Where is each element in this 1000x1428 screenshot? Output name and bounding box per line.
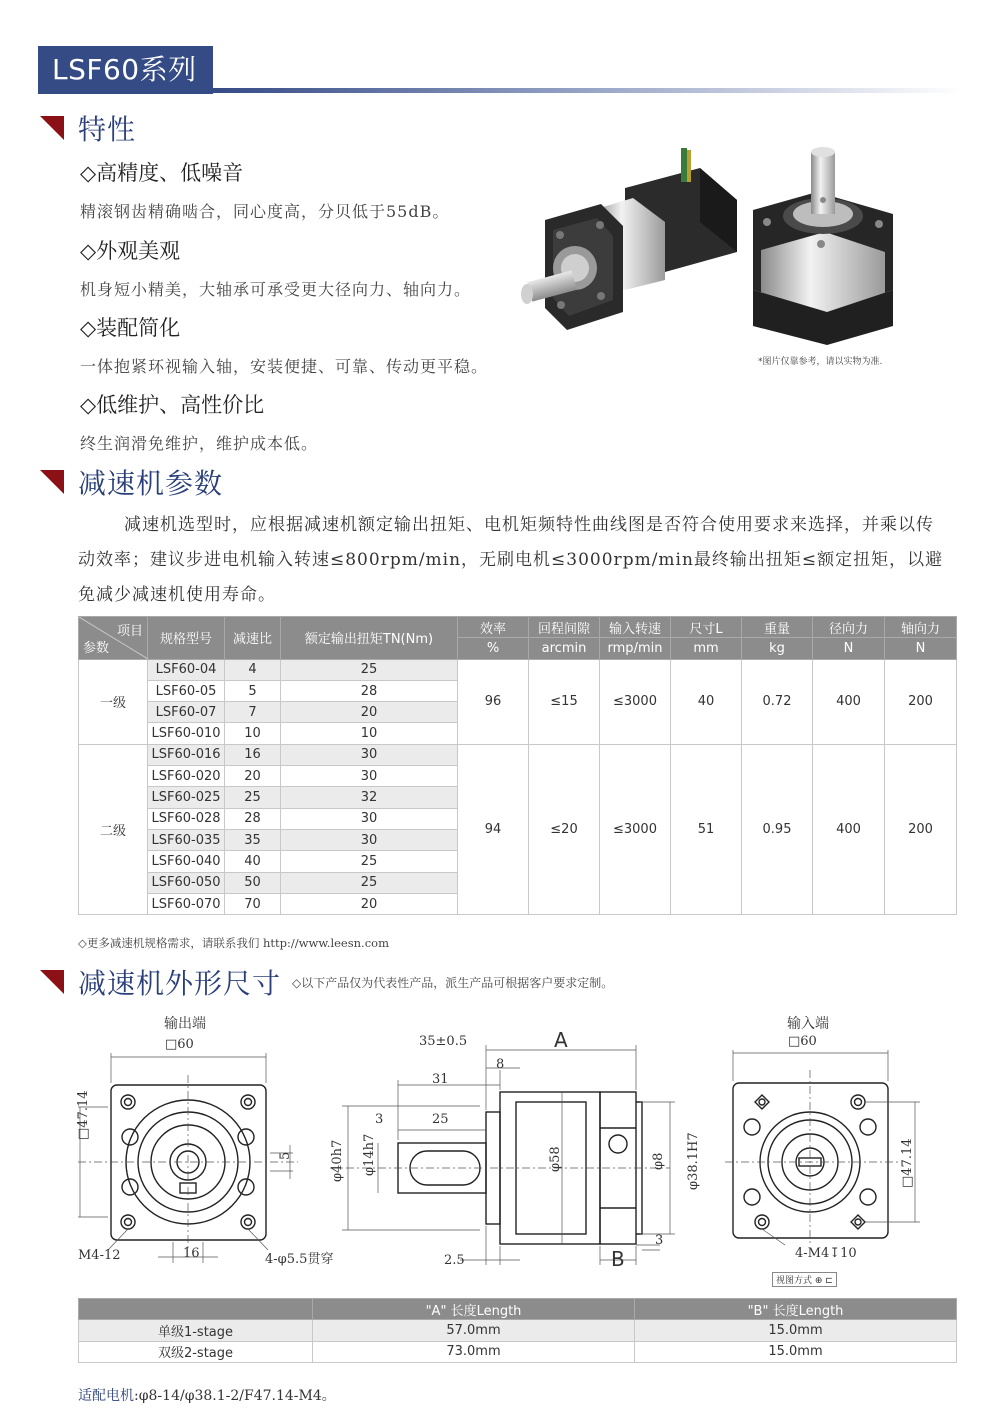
- spec-table: [78, 616, 957, 915]
- col-unit: N: [813, 638, 885, 659]
- length-table-corner: [79, 1299, 313, 1320]
- col-header: 尺寸L: [671, 617, 742, 638]
- gearbox-front-view: [753, 147, 893, 345]
- left-16-dim: 16: [183, 1246, 200, 1261]
- model-cell: LSF60-070: [148, 893, 225, 914]
- params-title: 减速机参数: [78, 467, 224, 500]
- efficiency-cell: 96: [458, 659, 529, 744]
- mid-38-dim: φ38.1H7: [686, 1132, 701, 1190]
- model-cell: LSF60-025: [148, 787, 225, 808]
- feature-heading: ◇外观美观: [80, 239, 181, 263]
- mid-B-label: B: [611, 1247, 625, 1271]
- mid-35-dim: 35±0.5: [419, 1034, 468, 1049]
- speed-cell: ≤3000: [600, 744, 671, 914]
- model-cell: LSF60-050: [148, 872, 225, 893]
- weight-cell: 0.95: [742, 744, 813, 914]
- table-row: [79, 744, 957, 765]
- mid-8-dim: 8: [496, 1057, 505, 1072]
- model-cell: LSF60-040: [148, 851, 225, 872]
- efficiency-cell: 94: [458, 744, 529, 914]
- stage-cell: 一级: [79, 659, 148, 744]
- ratio-cell: 35: [225, 829, 281, 850]
- section-marker-icon: [40, 116, 64, 140]
- length-a-cell: 57.0mm: [313, 1320, 635, 1341]
- axial-cell: 200: [885, 744, 957, 914]
- col-unit: rmp/min: [600, 638, 671, 659]
- ratio-cell: 28: [225, 808, 281, 829]
- col-ratio-header: 减速比: [225, 617, 281, 660]
- length-a-cell: 73.0mm: [313, 1341, 635, 1362]
- torque-cell: 25: [281, 659, 458, 680]
- input-end-drawing: [725, 1045, 925, 1250]
- more-specs-note: ◇更多减速机规格需求，请联系我们 http://www.leesn.com: [78, 936, 389, 950]
- mid-A-label: A: [554, 1028, 568, 1052]
- ratio-cell: 10: [225, 723, 281, 744]
- col-header: 输入转速: [600, 617, 671, 638]
- outline-title: 减速机外形尺寸: [78, 967, 282, 1000]
- length-cell: 51: [671, 744, 742, 914]
- torque-cell: 10: [281, 723, 458, 744]
- col-unit: kg: [742, 638, 813, 659]
- intro-text: 减速机选型时，应根据减速机额定输出扭矩、电机矩频特性曲线图是否符合使用要求来选择，并乘以传动效率；建议步进电机输入转速≤800rpm/min，无刷电机≤3000rpm/min最终输出扭矩≤额定扭矩，以避免减少减速机使用寿命。: [78, 515, 944, 605]
- mid-3b-dim: 3: [655, 1233, 664, 1248]
- col-header: 回程间隙: [529, 617, 600, 638]
- motor-value: :φ8-14/φ38.1-2/F47.14-M4。: [134, 1388, 336, 1404]
- output-end-drawing: [78, 1045, 338, 1275]
- mid-25-dim: 25: [432, 1112, 449, 1127]
- corner-bottom: 参数: [83, 640, 110, 656]
- torque-cell: 30: [281, 744, 458, 765]
- mid-31-dim: 31: [432, 1072, 449, 1087]
- torque-cell: 20: [281, 893, 458, 914]
- col-header: 轴向力: [885, 617, 957, 638]
- section-marker-icon: [40, 470, 64, 494]
- torque-cell: 30: [281, 808, 458, 829]
- series-title: LSF60系列: [38, 46, 213, 94]
- left-m4-dim: M4-12: [78, 1248, 121, 1263]
- model-cell: LSF60-04: [148, 659, 225, 680]
- feature-heading: ◇低维护、高性价比: [80, 393, 265, 417]
- mid-3-dim: 3: [375, 1112, 384, 1127]
- col-unit: N: [885, 638, 957, 659]
- feature-heading: ◇高精度、低噪音: [80, 161, 244, 185]
- model-cell: LSF60-010: [148, 723, 225, 744]
- torque-cell: 30: [281, 766, 458, 787]
- weight-cell: 0.72: [742, 659, 813, 744]
- axial-cell: 200: [885, 659, 957, 744]
- motor-label: 适配电机: [78, 1388, 134, 1404]
- left-side-dim: □47.14: [76, 1090, 91, 1140]
- torque-cell: 32: [281, 787, 458, 808]
- col-unit: mm: [671, 638, 742, 659]
- left-square-dim: □60: [165, 1037, 194, 1052]
- feature-text: 机身短小精美，大轴承可承受更大径向力、轴向力。: [80, 280, 472, 299]
- model-cell: LSF60-05: [148, 680, 225, 701]
- ratio-cell: 5: [225, 680, 281, 701]
- col-unit: %: [458, 638, 529, 659]
- col-header: 重量: [742, 617, 813, 638]
- stage-cell: 双级2-stage: [79, 1341, 313, 1362]
- table-row: [79, 1341, 957, 1362]
- input-end-label: 输入端: [787, 1016, 829, 1032]
- section-marker-icon: [40, 970, 64, 994]
- col-header: 效率: [458, 617, 529, 638]
- length-b-cell: 15.0mm: [635, 1320, 957, 1341]
- torque-cell: 25: [281, 872, 458, 893]
- outline-note: ◇以下产品仅为代表性产品，派生产品可根据客户要求定制。: [292, 976, 614, 990]
- length-a-header: "A" 长度Length: [313, 1299, 635, 1320]
- projection-symbol-icon: ⊕ ⊏: [814, 1276, 833, 1286]
- length-b-header: "B" 长度Length: [635, 1299, 957, 1320]
- feature-text: 精滚钢齿精确啮合，同心度高，分贝低于55dB。: [80, 202, 450, 221]
- torque-cell: 25: [281, 851, 458, 872]
- right-square-dim: □60: [788, 1034, 817, 1049]
- view-method-box: [772, 1272, 837, 1287]
- table-row: [79, 1320, 957, 1341]
- model-cell: LSF60-07: [148, 702, 225, 723]
- right-side-dim: □47.14: [900, 1138, 915, 1188]
- ratio-cell: 70: [225, 893, 281, 914]
- motor-line: [78, 1385, 336, 1405]
- torque-cell: 28: [281, 680, 458, 701]
- table-row: [79, 659, 957, 680]
- output-end-label: 输出端: [164, 1016, 206, 1032]
- radial-cell: 400: [813, 659, 885, 744]
- corner-header: [79, 617, 148, 660]
- mid-40-dim: φ40h7: [330, 1139, 345, 1182]
- side-section-drawing: [330, 1040, 730, 1280]
- radial-cell: 400: [813, 744, 885, 914]
- speed-cell: ≤3000: [600, 659, 671, 744]
- length-b-cell: 15.0mm: [635, 1341, 957, 1362]
- right-m4-dim: 4-M4↧10: [795, 1246, 857, 1261]
- mid-8b-dim: φ8: [651, 1152, 666, 1170]
- gearbox-side-view: [521, 148, 737, 330]
- col-torque-header: 额定输出扭矩TN(Nm): [281, 617, 458, 660]
- model-cell: LSF60-020: [148, 766, 225, 787]
- ratio-cell: 7: [225, 702, 281, 723]
- spec-table-body: [79, 659, 957, 915]
- intro-paragraph: [78, 508, 948, 613]
- mid-2.5-dim: 2.5: [444, 1253, 465, 1268]
- torque-cell: 30: [281, 829, 458, 850]
- col-unit: arcmin: [529, 638, 600, 659]
- col-header: 径向力: [813, 617, 885, 638]
- ratio-cell: 50: [225, 872, 281, 893]
- ratio-cell: 40: [225, 851, 281, 872]
- feature-text: 一体抱紧环视输入轴，安装便捷、可靠、传动更平稳。: [80, 357, 489, 376]
- length-cell: 40: [671, 659, 742, 744]
- model-cell: LSF60-016: [148, 744, 225, 765]
- corner-top: 项目: [116, 624, 143, 639]
- stage-cell: 单级1-stage: [79, 1320, 313, 1341]
- view-method-label: 视图方式: [776, 1276, 813, 1286]
- mid-14-dim: φ14h7: [362, 1133, 377, 1176]
- feature-text: 终生润滑免维护，维护成本低。: [80, 434, 319, 453]
- photo-note: *图片仅靠参考，请以实物为准.: [758, 357, 883, 367]
- backlash-cell: ≤15: [529, 659, 600, 744]
- model-cell: LSF60-028: [148, 808, 225, 829]
- model-cell: LSF60-035: [148, 829, 225, 850]
- left-holes-dim: 4-φ5.5贯穿: [265, 1252, 334, 1267]
- product-photo: [505, 140, 925, 355]
- ratio-cell: 16: [225, 744, 281, 765]
- mid-58-dim: φ58: [548, 1146, 563, 1172]
- left-5-dim: 5: [278, 1151, 293, 1160]
- ratio-cell: 4: [225, 659, 281, 680]
- stage-cell: 二级: [79, 744, 148, 914]
- backlash-cell: ≤20: [529, 744, 600, 914]
- feature-heading: ◇装配简化: [80, 316, 181, 340]
- col-model-header: 规格型号: [148, 617, 225, 660]
- features-title: 特性: [78, 113, 137, 146]
- header-rule: [213, 88, 963, 93]
- torque-cell: 20: [281, 702, 458, 723]
- length-table: [78, 1298, 957, 1363]
- ratio-cell: 20: [225, 766, 281, 787]
- ratio-cell: 25: [225, 787, 281, 808]
